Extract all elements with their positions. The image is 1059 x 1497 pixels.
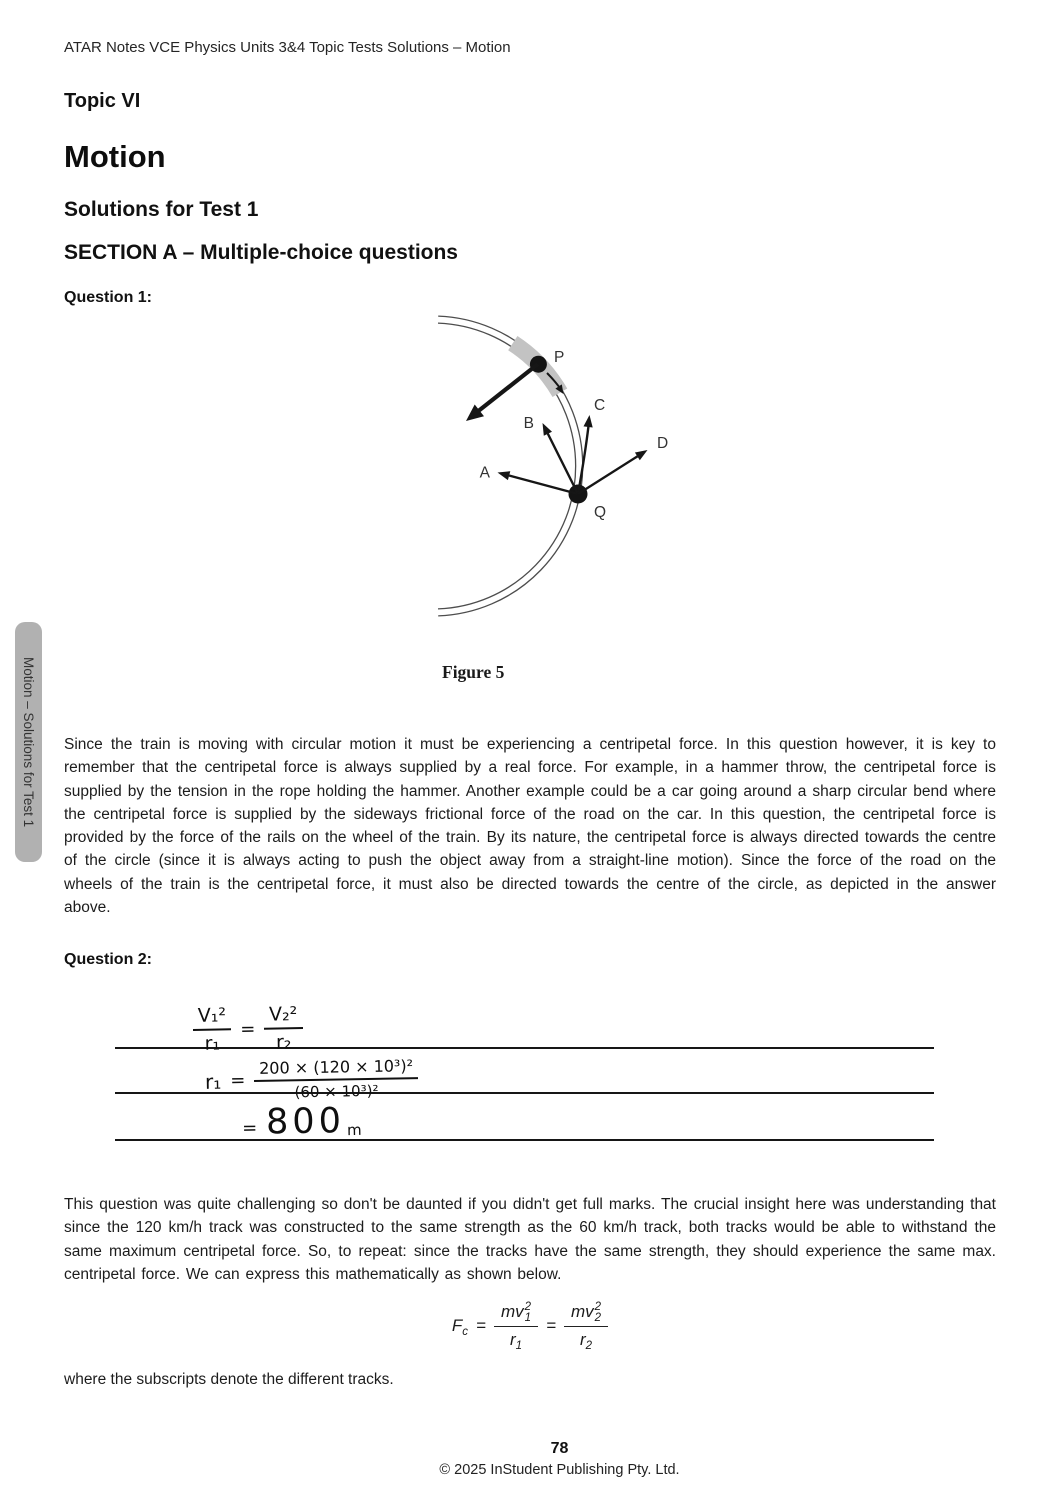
centripetal-arrow-shaft [479,364,538,411]
page-title: Motion [64,139,166,174]
handwritten-equation-2 [205,1056,419,1103]
subtitle-heading: Solutions for Test 1 [64,198,259,221]
note-text: where the subscripts denote the different tracks. [64,1371,394,1388]
section-a-heading: SECTION A – Multiple-choice questions [64,241,458,264]
fraction-v1-r1 [193,1004,232,1055]
numerator: V₁² [193,1004,232,1031]
solution-2-text: This question was quite challenging so don't be daunted if you didn't get full marks. The crucial insight here was understanding that since the 120 km/h track was constructed to the same strength as the 60 km/h track, both tracks would be able to withstand the same maximum centripetal force. So, to repeat: since the tracks have the same strength, they should experience the same max. centripetal force. We can express this mathematically as shown below. [64,1196,996,1283]
equals-sign: = [230,1070,246,1092]
topic-heading: Topic VI [64,90,141,112]
running-header: ATAR Notes VCE Physics Units 3&4 Topic Tests Solutions – Motion [64,39,511,56]
sidebar-tab [15,622,42,862]
figure-label-p: P [554,349,565,366]
result-value: 800 [265,1101,346,1143]
copyright-line: © 2025 InStudent Publishing Pty. Ltd. [439,1462,680,1478]
figure-label-d: D [657,435,669,452]
equation-symbol: $F_c$ [451,1316,469,1338]
handwritten-result [233,1102,362,1142]
sidebar-tab-label: Motion – Solutions for Test 1 [21,656,36,828]
arrow-d-shaft [578,456,638,494]
figure-caption: Figure 5 [442,662,505,682]
fraction-mv2-r2: mv 2 2 $r_2$ [564,1302,608,1350]
arrow-b-head [543,423,553,436]
question-2-label: Question 2: [64,951,153,968]
figure-label-b: B [523,415,534,432]
arrow-c-head [584,415,593,428]
fraction-v2-r2 [264,1003,303,1054]
numerator: V₂² [264,1003,303,1030]
equals-sign: = [241,1117,258,1139]
printed-equation [64,1294,996,1358]
lhs-r1: r₁ [204,1069,222,1094]
denominator: r₂ [275,1031,292,1054]
arrow-d-head [635,450,648,460]
arrow-a-shaft [509,476,578,495]
solution-1-text: Since the train is moving with circular motion it must be experiencing a centripetal force. In this question however, it is key to remember that the centripetal force is always supplied by a real force. For example, in a hammer throw, the centripetal force is supplied by the tension in the rope holding the hammer. Another example could be a car going around a sharp circular bend where the centripetal force is supplied by the sideways frictional force of the road on the car. In this question, the centripetal force is provided by the force of the rails on the wheel of the train. By its nature, the centripetal force is always directed towards the centre of the circle (since it is always acting to push the object away from a straight-line motion). Since the force of the road on the wheels of the train is the centripetal force, it must also be directed towards the centre of the circle, as depicted in the answer above. [64,736,996,917]
result-unit: m [346,1120,362,1140]
question-1-label: Question 1: [64,289,153,306]
figure-label-c: C [594,397,606,414]
page-number: 78 [550,1440,569,1457]
figure-label-a: A [479,464,490,482]
figure-5-diagram [410,300,730,695]
handwritten-equation-1 [193,1003,303,1055]
equals-sign: = [476,1316,486,1335]
equals-sign: = [546,1316,556,1335]
numerator: 200 × (120 × 10³)² [254,1056,418,1082]
figure-label-q: Q [594,504,607,521]
arrow-a-head [498,471,511,480]
fraction-mv1-r1: mv 2 1 $r_1$ [494,1302,538,1350]
equals-sign: = [240,1018,256,1040]
fraction-calculation [254,1056,419,1102]
denominator: r₁ [204,1032,221,1055]
denominator: (60 × 10³)² [294,1081,379,1102]
